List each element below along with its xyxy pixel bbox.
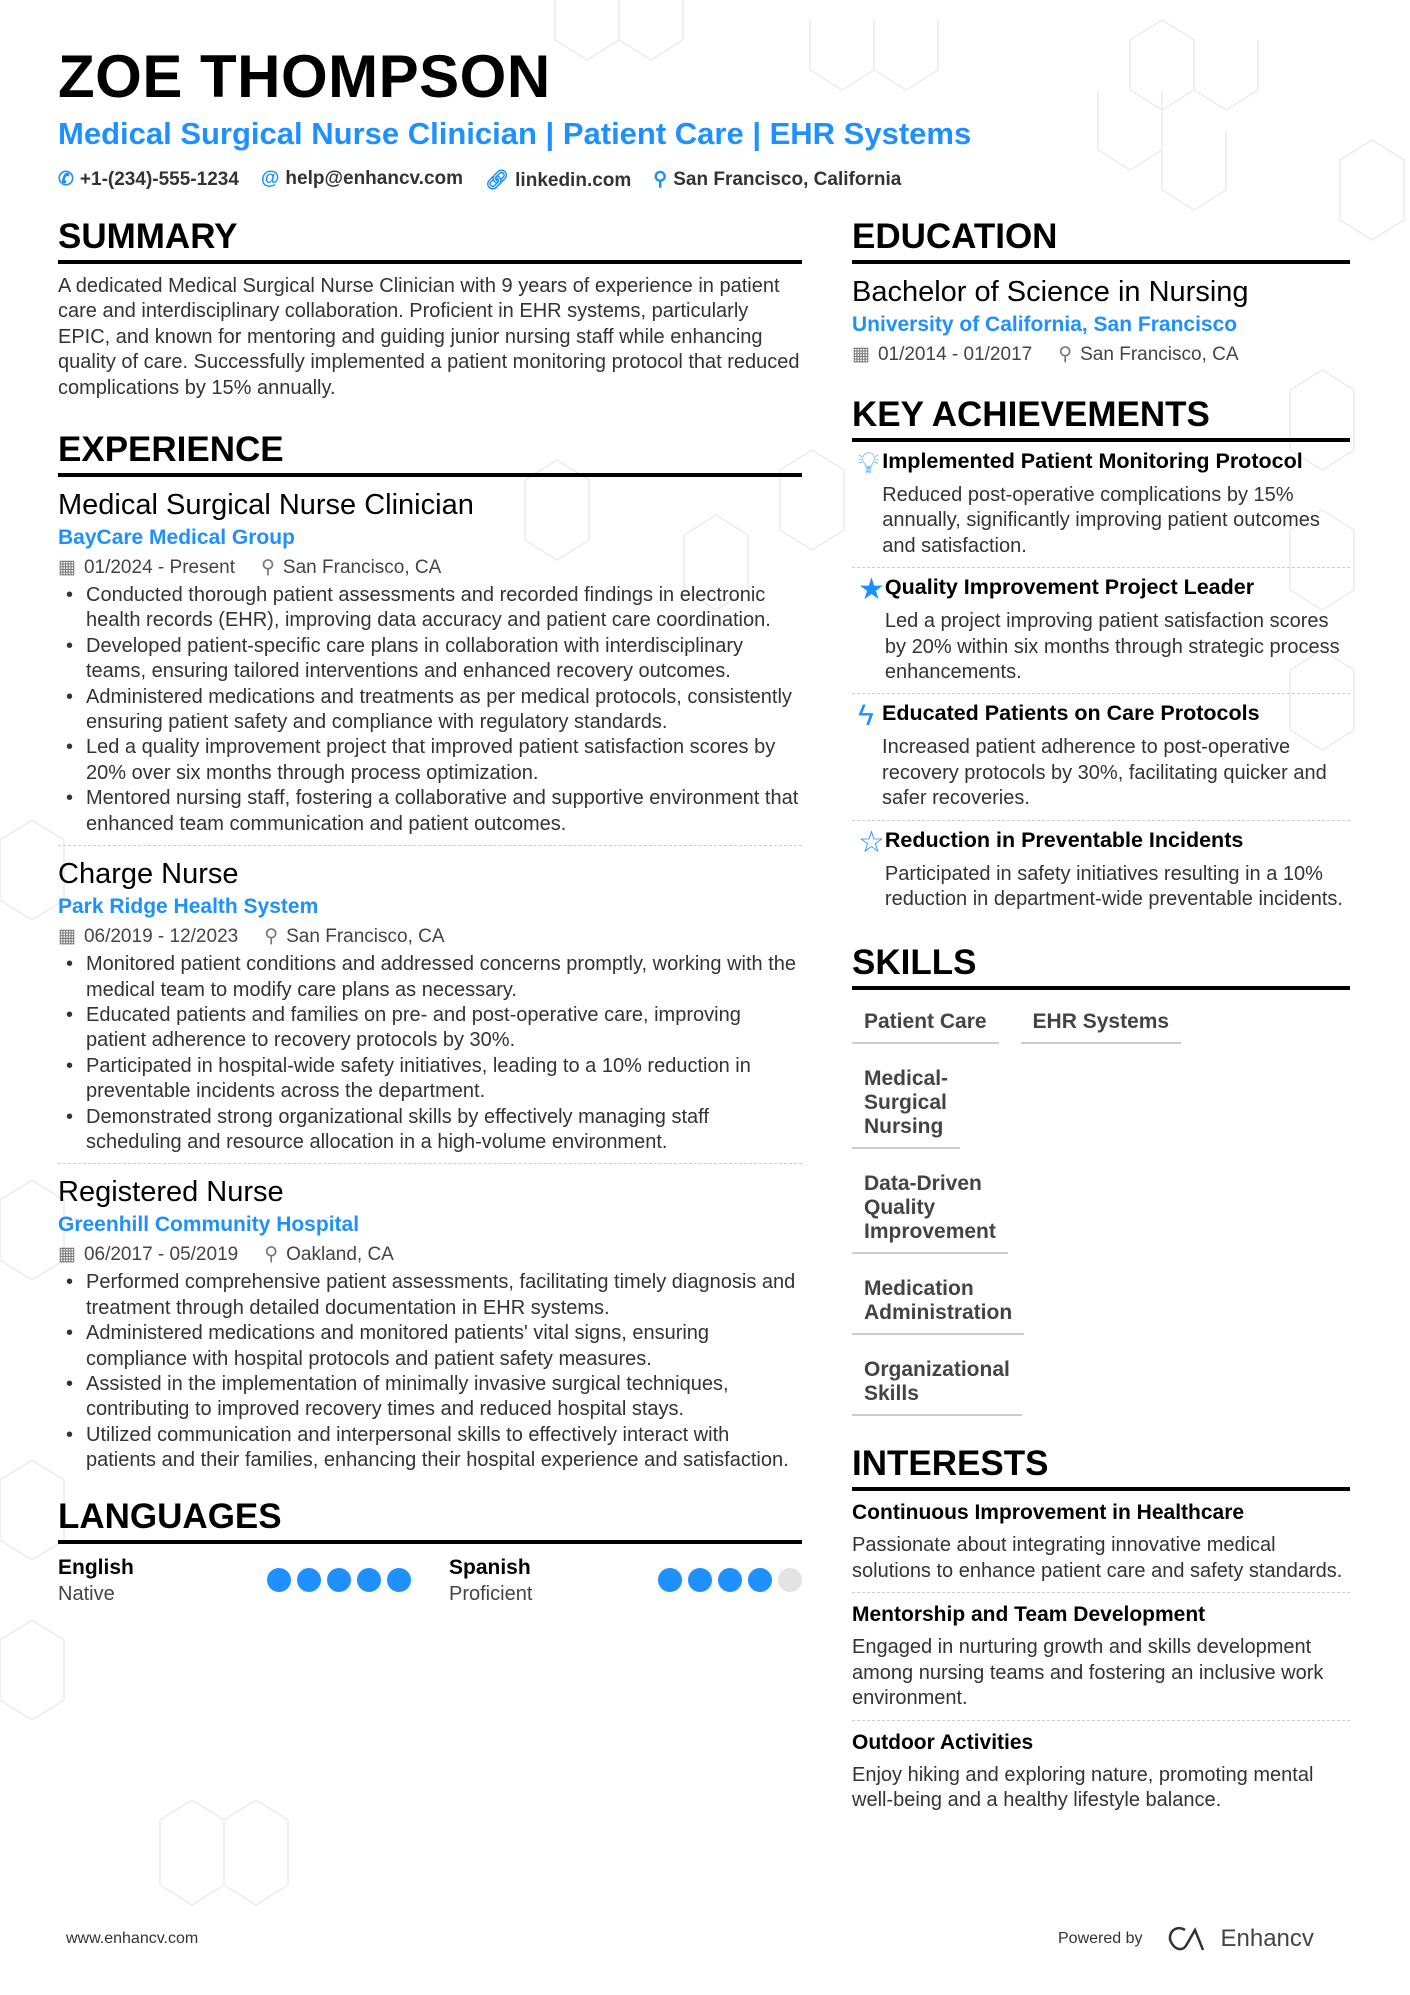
job-dates-text: 06/2017 - 05/2019 bbox=[83, 1244, 239, 1266]
language-text bbox=[58, 1554, 134, 1608]
bullet-item: • Utilized communication and interpersonal skills to effectively interact with patients and their families, enhancing their hospital experience and satisfaction. bbox=[58, 1423, 802, 1474]
lightbulb-icon: 💡︎ bbox=[858, 447, 879, 480]
degree: Bachelor of Science in Nursing bbox=[852, 276, 1249, 308]
interest-title: Outdoor Activities bbox=[852, 1730, 1034, 1754]
job-dates bbox=[58, 922, 238, 952]
achievement-item bbox=[852, 568, 1350, 694]
job-title: Registered Nurse bbox=[58, 1176, 284, 1209]
interests-heading: INTERESTS bbox=[852, 1443, 1350, 1491]
job-entry bbox=[58, 487, 802, 846]
company-name[interactable]: BayCare Medical Group bbox=[58, 526, 295, 550]
contact-email[interactable]: @ help@enhancv.com bbox=[260, 168, 464, 189]
language-level: Proficient bbox=[449, 1582, 533, 1605]
star-outline-icon: ☆ bbox=[858, 825, 885, 859]
achievement-item bbox=[852, 694, 1350, 820]
bullet-item: • Administered medications and treatments as per medical protocols, consistently ensuring patient safety and compliance with regulatory standards. bbox=[58, 685, 802, 736]
language-level: Native bbox=[58, 1582, 115, 1605]
rating-dot bbox=[297, 1568, 321, 1592]
location-icon: ⚲ bbox=[264, 926, 279, 948]
job-location-text: San Francisco, CA bbox=[282, 557, 442, 579]
interest-item bbox=[852, 1601, 1350, 1720]
language-rating bbox=[658, 1568, 802, 1608]
skill-tag: EHR Systems bbox=[1021, 1000, 1182, 1044]
contact-bar bbox=[58, 168, 901, 192]
achievement-text: Participated in safety initiatives resulting in a 10% reduction in department-wide preventable incidents. bbox=[884, 862, 1343, 911]
skill-tag: Medical-Surgical Nursing bbox=[852, 1057, 960, 1149]
job-entry bbox=[58, 1174, 802, 1473]
language-name: Spanish bbox=[449, 1555, 531, 1579]
location-icon: ⚲ bbox=[264, 1244, 279, 1266]
achievements-list bbox=[852, 442, 1350, 920]
rating-dot bbox=[357, 1568, 381, 1592]
footer-website[interactable]: www.enhancv.com bbox=[66, 1930, 199, 1947]
job-location bbox=[261, 553, 441, 583]
enhancv-logo: Enhancv bbox=[1165, 1925, 1314, 1953]
job-title: Charge Nurse bbox=[58, 858, 239, 891]
achievements-heading: KEY ACHIEVEMENTS bbox=[852, 394, 1350, 442]
bullet-item: • Developed patient-specific care plans in collaboration with interdisciplinary teams, ensuring tailored interventions and enhanced recovery outcomes. bbox=[58, 634, 802, 685]
contact-location: ⚲ San Francisco, California bbox=[653, 169, 902, 190]
rating-dot bbox=[658, 1568, 682, 1592]
achievement-body bbox=[882, 700, 1350, 811]
rating-dot bbox=[748, 1568, 772, 1592]
achievement-body bbox=[882, 448, 1350, 559]
interest-text: Engaged in nurturing growth and skills development among nursing teams and fostering an inclusive work environment. bbox=[852, 1636, 1324, 1710]
interest-text: Enjoy hiking and exploring nature, promoting mental well-being and a healthy lifestyle balance. bbox=[852, 1763, 1314, 1811]
language-rating bbox=[267, 1568, 411, 1608]
rating-dot bbox=[267, 1568, 291, 1592]
bullet-item: • Monitored patient conditions and addressed concerns promptly, working with the medical team to modify care plans as necessary. bbox=[58, 952, 802, 1003]
job-bullets bbox=[58, 952, 802, 1155]
job-entry bbox=[58, 856, 802, 1164]
calendar-icon: ▦ bbox=[58, 557, 76, 579]
skill-tag: Data-Driven Quality Improvement bbox=[852, 1162, 1008, 1254]
bullet-item: • Assisted in the implementation of minimally invasive surgical techniques, contributing to improved recovery times and reduced hospital stays. bbox=[58, 1372, 802, 1423]
bullet-item: • Performed comprehensive patient assessments, facilitating timely diagnosis and treatment through detailed documentation in EHR systems. bbox=[58, 1270, 802, 1321]
company-name[interactable]: Park Ridge Health System bbox=[58, 895, 319, 919]
bullet-item: • Led a quality improvement project that improved patient satisfaction scores by 20% over six months through process optimization. bbox=[58, 735, 802, 786]
bullet-item: • Educated patients and families on pre- and post-operative care, improving patient adherence to recovery protocols by 30%. bbox=[58, 1003, 802, 1054]
rating-dot bbox=[778, 1568, 802, 1592]
job-dates bbox=[58, 1240, 238, 1270]
headline: Medical Surgical Nurse Clinician | Patient Care | EHR Systems bbox=[58, 116, 972, 151]
language-text bbox=[449, 1554, 532, 1608]
job-meta bbox=[58, 1240, 802, 1270]
rating-dot bbox=[327, 1568, 351, 1592]
calendar-icon: ▦ bbox=[58, 926, 76, 948]
achievement-body bbox=[885, 574, 1350, 685]
achievement-item bbox=[852, 821, 1350, 921]
location-icon: ⚲ bbox=[1058, 344, 1073, 365]
experience-heading: EXPERIENCE bbox=[58, 429, 802, 477]
interests-list bbox=[852, 1499, 1350, 1813]
job-location-text: San Francisco, CA bbox=[286, 926, 445, 948]
achievement-body bbox=[885, 827, 1350, 913]
bullet-item: • Administered medications and monitored patients' vital signs, ensuring compliance with hospital protocols and patient safety measures. bbox=[58, 1321, 802, 1372]
skill-tag: Patient Care bbox=[852, 1000, 999, 1044]
skills-list bbox=[852, 990, 1350, 1429]
job-bullets bbox=[58, 1270, 802, 1473]
school: University of California, San Francisco bbox=[852, 313, 1238, 336]
right-column bbox=[852, 216, 1350, 1813]
job-location bbox=[264, 1240, 394, 1270]
candidate-name: ZOE THOMPSON bbox=[58, 43, 551, 110]
summary-text: A dedicated Medical Surgical Nurse Clinician with 9 years of experience in patient care and interdisciplinary collaboration. Proficient in EHR systems, particularly EPIC, and known for mentoring and guiding junior nursing staff while enhancing quality of care. Successfully implemented a patient monitoring protocol that reduced complications by 15% annually. bbox=[58, 275, 800, 399]
bullet-item: • Mentored nursing staff, fostering a collaborative and supportive environment that enhanced team communication and patient outcomes. bbox=[58, 786, 802, 837]
experience-list bbox=[58, 487, 802, 1474]
location-icon: ⚲ bbox=[653, 169, 668, 190]
language-name: English bbox=[58, 1555, 134, 1579]
skill-tag: Organizational Skills bbox=[852, 1348, 1022, 1416]
job-location-text: Oakland, CA bbox=[286, 1244, 394, 1266]
language-item bbox=[449, 1554, 802, 1608]
bullet-item: • Participated in hospital-wide safety initiatives, leading to a 10% reduction in preventable incidents across the department. bbox=[58, 1054, 802, 1105]
skills-heading: SKILLS bbox=[852, 942, 1350, 990]
interest-item bbox=[852, 1729, 1350, 1814]
at-icon: @ bbox=[260, 168, 280, 189]
link-icon: 🔗︎ bbox=[485, 170, 510, 191]
interest-item bbox=[852, 1499, 1350, 1593]
language-item bbox=[58, 1554, 411, 1608]
rating-dot bbox=[718, 1568, 742, 1592]
rating-dot bbox=[688, 1568, 712, 1592]
bullet-item: • Conducted thorough patient assessments and recorded findings in electronic health records (EHR), improving data accuracy and patient care coordination. bbox=[58, 583, 802, 634]
achievement-title: Quality Improvement Project Leader bbox=[884, 575, 1255, 600]
languages-list bbox=[58, 1554, 802, 1608]
job-dates bbox=[58, 553, 235, 583]
skill-tag: Medication Administration bbox=[852, 1267, 1024, 1335]
education-meta: ▦ 01/2014 - 01/2017 ⚲ San Francisco, CA bbox=[852, 344, 1239, 365]
achievement-title: Implemented Patient Monitoring Protocol bbox=[882, 449, 1303, 473]
job-location bbox=[264, 922, 444, 952]
location-icon: ⚲ bbox=[261, 557, 275, 579]
company-name[interactable]: Greenhill Community Hospital bbox=[58, 1213, 360, 1237]
interest-title: Continuous Improvement in Healthcare bbox=[852, 1501, 1245, 1525]
achievement-text: Reduced post-operative complications by 15% annually, significantly improving patient outcomes and satisfaction. bbox=[882, 484, 1320, 557]
job-bullets bbox=[58, 583, 802, 837]
rating-dot bbox=[387, 1568, 411, 1592]
education-heading: EDUCATION bbox=[852, 216, 1350, 264]
achievement-title: Reduction in Preventable Incidents bbox=[884, 827, 1244, 852]
job-dates-text: 06/2019 - 12/2023 bbox=[83, 926, 239, 948]
achievement-text: Led a project improving patient satisfaction scores by 20% within six months through strategic process enhancements. bbox=[884, 610, 1340, 684]
job-meta bbox=[58, 553, 802, 583]
phone-icon: ✆ bbox=[58, 169, 74, 190]
interest-text: Passionate about integrating innovative medical solutions to enhance patient care and safety standards. bbox=[852, 1534, 1343, 1582]
footer-powered: Powered by Enhancv bbox=[1058, 1925, 1314, 1952]
achievement-title: Educated Patients on Care Protocols bbox=[882, 701, 1260, 726]
achievement-text: Increased patient adherence to post-operative recovery protocols by 30%, facilitating quicker and safer recoveries. bbox=[882, 736, 1327, 810]
calendar-icon: ▦ bbox=[852, 344, 870, 365]
job-meta bbox=[58, 922, 802, 952]
bullet-item: • Demonstrated strong organizational skills by effectively managing staff scheduling and resource allocation in a high-volume environment. bbox=[58, 1105, 802, 1156]
left-column bbox=[58, 216, 802, 1608]
lightning-icon: ϟ bbox=[858, 699, 874, 733]
achievement-item bbox=[852, 442, 1350, 568]
interest-title: Mentorship and Team Development bbox=[852, 1603, 1206, 1627]
job-dates-text: 01/2024 - Present bbox=[83, 557, 235, 579]
calendar-icon: ▦ bbox=[58, 1244, 76, 1266]
contact-phone[interactable]: ✆ +1-(234)-555-1234 bbox=[58, 169, 239, 190]
contact-linkedin[interactable]: 🔗︎ linkedin.com bbox=[485, 170, 632, 191]
enhancv-logo-icon bbox=[1165, 1926, 1211, 1952]
languages-heading: LANGUAGES bbox=[58, 1496, 802, 1544]
job-title: Medical Surgical Nurse Clinician bbox=[58, 489, 474, 522]
star-half-icon: ★ bbox=[858, 573, 885, 607]
summary-heading: SUMMARY bbox=[58, 216, 802, 264]
